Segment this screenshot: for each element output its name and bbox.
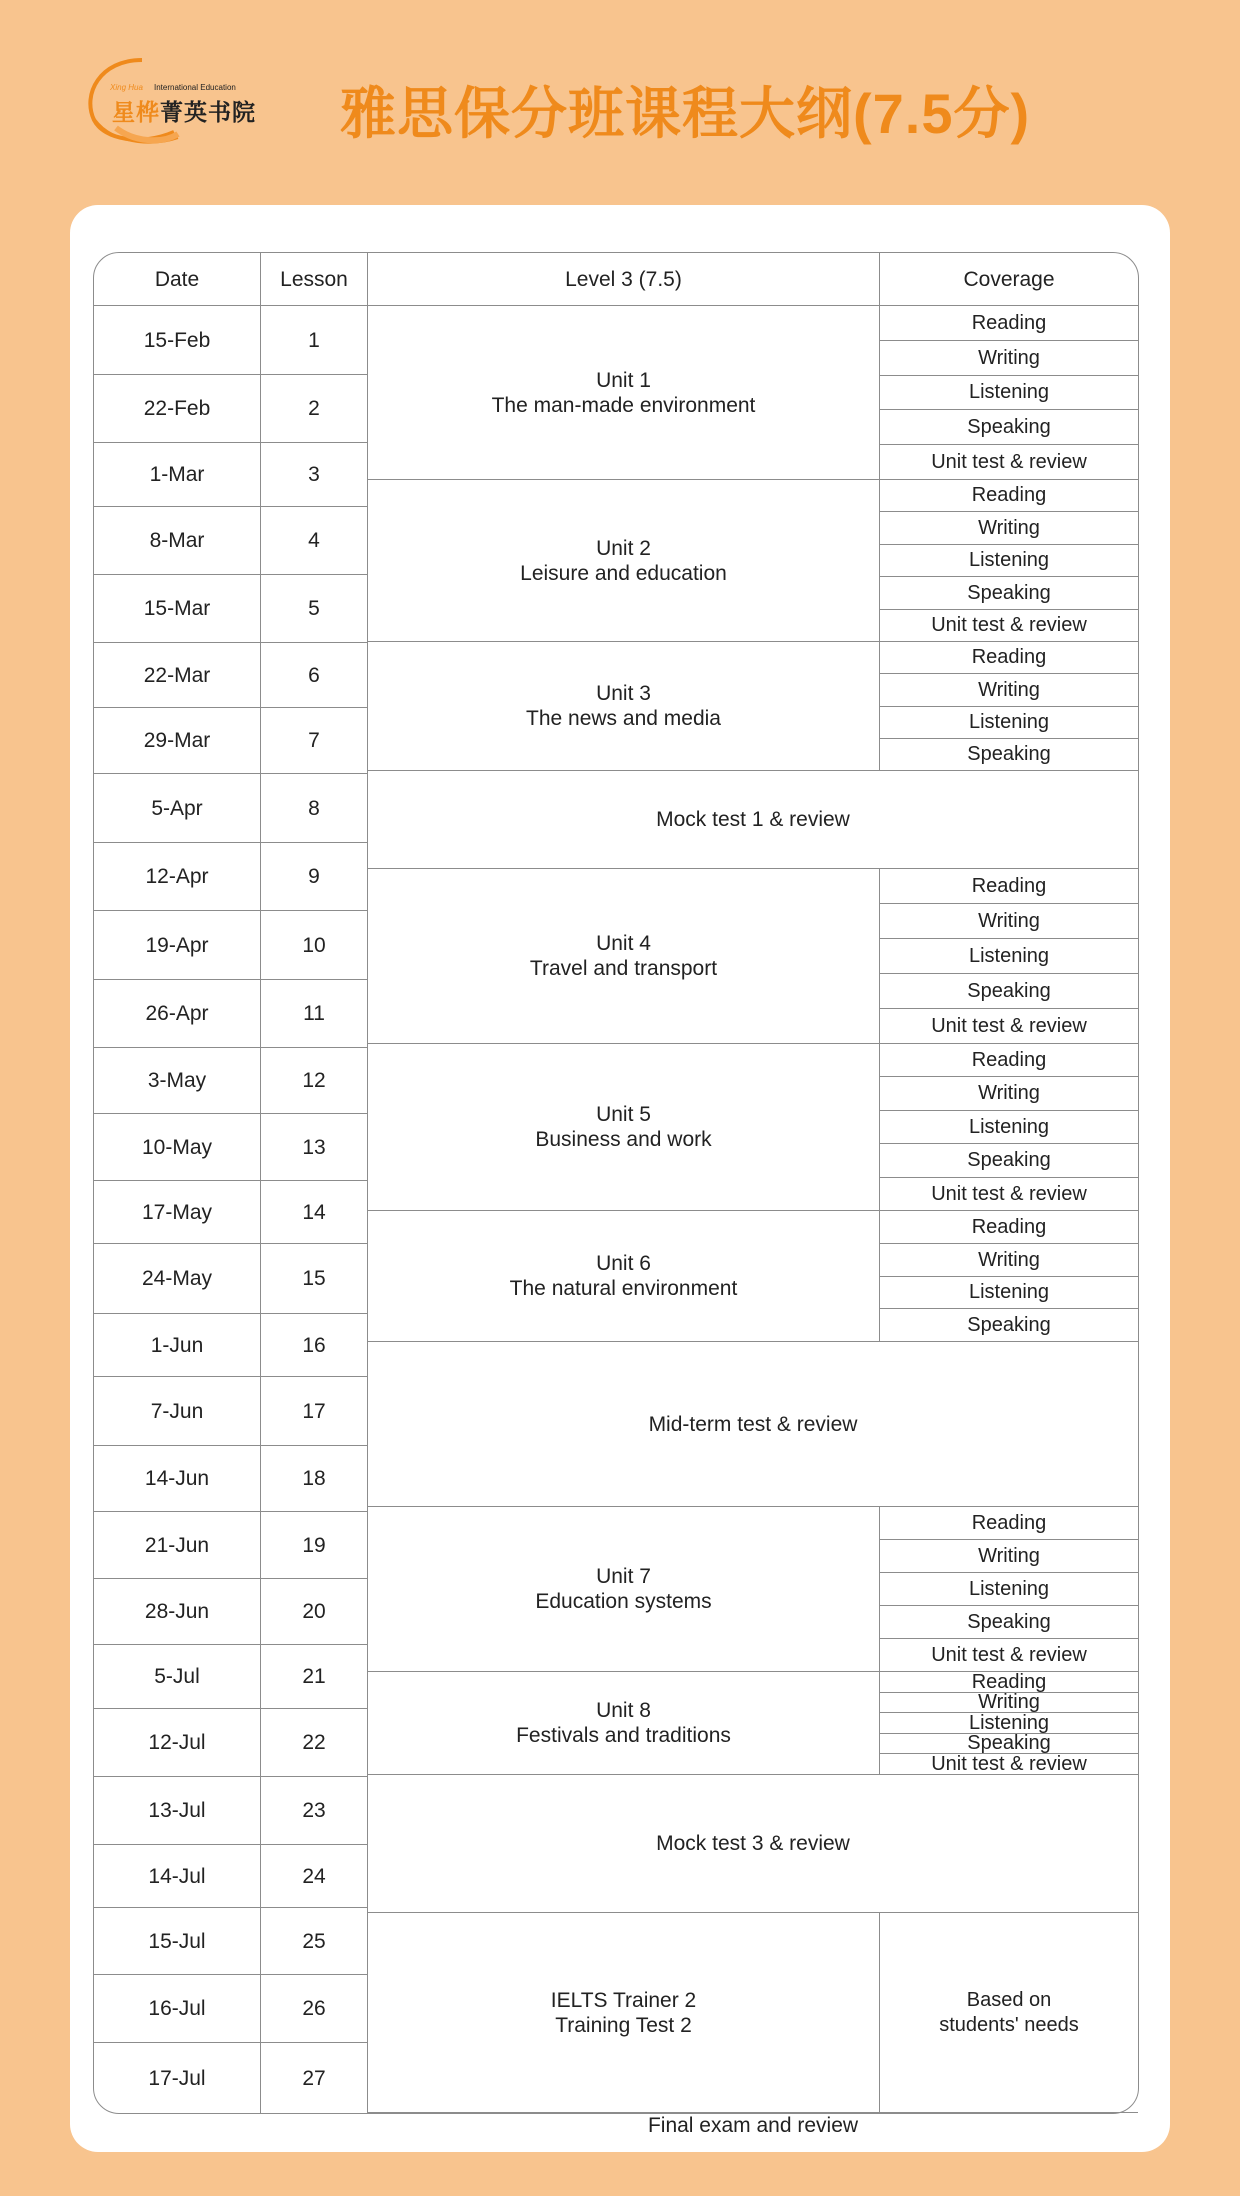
coverage-cell bbox=[880, 1178, 1138, 1211]
coverage-cell-text: Listening bbox=[968, 1281, 1050, 1303]
logo-subtitle: International Education bbox=[154, 83, 236, 92]
coverage-cell bbox=[880, 974, 1138, 1009]
lesson-cell bbox=[261, 911, 368, 980]
lesson-cell-text: 11 bbox=[303, 1002, 325, 1025]
lesson-cell bbox=[261, 1181, 368, 1244]
unit-block-text: Unit 1 The man-made environment bbox=[491, 368, 756, 417]
coverage-cell bbox=[880, 512, 1138, 545]
date-cell-text: 15-Jul bbox=[148, 1929, 206, 1953]
date-cell-text: 28-Jun bbox=[144, 1600, 210, 1623]
date-cell bbox=[94, 1181, 261, 1244]
date-cell-text: 14-Jul bbox=[148, 1864, 206, 1888]
lesson-cell-text: 25 bbox=[302, 1929, 326, 1953]
coverage-cell-text: Reading bbox=[971, 646, 1047, 668]
coverage-cell bbox=[880, 1754, 1138, 1775]
unit-block bbox=[368, 1211, 880, 1342]
lesson-cell bbox=[261, 375, 368, 443]
lesson-cell-text: 12 bbox=[302, 1069, 326, 1092]
lesson-cell bbox=[261, 306, 368, 375]
date-cell-text: 8-Mar bbox=[149, 529, 205, 552]
date-cell-text: 17-May bbox=[141, 1200, 213, 1224]
header-level bbox=[368, 253, 880, 306]
coverage-cell bbox=[880, 869, 1138, 904]
coverage-cell-text: Writing bbox=[978, 1544, 1040, 1567]
coverage-cell bbox=[880, 445, 1138, 480]
header-level-text: Level 3 (7.5) bbox=[565, 267, 682, 291]
lesson-cell-text: 5 bbox=[308, 597, 320, 620]
logo-wordmark bbox=[112, 94, 256, 127]
coverage-cell bbox=[880, 1077, 1138, 1111]
date-cell bbox=[94, 708, 261, 774]
coverage-cell bbox=[880, 1606, 1138, 1639]
date-cell-text: 12-Jul bbox=[148, 1731, 206, 1754]
date-cell-text: 26-Apr bbox=[145, 1002, 209, 1025]
coverage-cell bbox=[880, 674, 1138, 707]
coverage-cell bbox=[880, 480, 1138, 512]
coverage-cell-text: Writing bbox=[978, 678, 1040, 701]
date-cell bbox=[94, 1777, 261, 1845]
date-cell-text: 15-Feb bbox=[143, 328, 211, 352]
lesson-cell-text: 21 bbox=[302, 1665, 326, 1688]
coverage-cell-text: Writing bbox=[978, 516, 1040, 539]
lesson-cell-text: 26 bbox=[302, 1997, 326, 2020]
lesson-cell bbox=[261, 1777, 368, 1845]
lesson-cell-text: 20 bbox=[302, 1600, 326, 1623]
span-block bbox=[368, 2113, 1138, 2138]
date-cell bbox=[94, 843, 261, 911]
lesson-cell bbox=[261, 1845, 368, 1908]
coverage-cell bbox=[880, 376, 1138, 410]
unit-block-text: Unit 2 Leisure and education bbox=[520, 536, 727, 585]
coverage-cell-text: Reading bbox=[971, 874, 1047, 897]
coverage-cell-text: Reading bbox=[971, 1670, 1047, 1693]
date-cell bbox=[94, 1114, 261, 1181]
logo-subtitle-accent: Xing Hua bbox=[110, 83, 143, 92]
date-cell bbox=[94, 443, 261, 507]
span-block-text: Mock test 1 & review bbox=[656, 808, 850, 831]
date-cell bbox=[94, 306, 261, 375]
lesson-cell-text: 23 bbox=[302, 1799, 326, 1822]
date-cell-text: 12-Apr bbox=[145, 865, 209, 888]
logo-wordmark-main: 菁英书院 bbox=[160, 99, 256, 125]
coverage-cell-text: Speaking bbox=[967, 743, 1051, 765]
lesson-cell bbox=[261, 1645, 368, 1709]
coverage-cell bbox=[880, 1211, 1138, 1244]
lesson-cell-text: 10 bbox=[302, 933, 326, 957]
lesson-cell-text: 13 bbox=[302, 1135, 326, 1159]
coverage-cell bbox=[880, 306, 1138, 341]
lesson-cell bbox=[261, 1579, 368, 1645]
unit-block bbox=[368, 642, 880, 771]
date-cell bbox=[94, 375, 261, 443]
coverage-cell-text: Reading bbox=[971, 1511, 1047, 1534]
date-cell-text: 19-Apr bbox=[145, 933, 209, 957]
coverage-cell-text: Writing bbox=[978, 909, 1040, 932]
date-cell-text: 7-Jun bbox=[150, 1399, 204, 1423]
unit-block bbox=[368, 869, 880, 1044]
unit-block-text: IELTS Trainer 2 Training Test 2 bbox=[550, 1988, 697, 2037]
coverage-cell-text: Reading bbox=[971, 311, 1047, 334]
coverage-cell-text: Reading bbox=[971, 484, 1047, 506]
unit-block-text: Unit 4 Travel and transport bbox=[529, 932, 718, 980]
lesson-cell-text: 15 bbox=[302, 1267, 326, 1290]
coverage-cell bbox=[880, 1309, 1138, 1342]
coverage-cell-text: Reading bbox=[971, 1215, 1047, 1238]
lesson-cell bbox=[261, 2043, 368, 2113]
coverage-cell-text: Speaking bbox=[967, 1313, 1051, 1336]
date-cell bbox=[94, 1446, 261, 1512]
date-cell bbox=[94, 1579, 261, 1645]
span-block bbox=[368, 1342, 1138, 1507]
lesson-cell-text: 3 bbox=[308, 463, 320, 486]
lesson-cell bbox=[261, 1512, 368, 1579]
coverage-cell-text: Writing bbox=[978, 346, 1040, 369]
coverage-cell-text: Unit test & review bbox=[931, 1182, 1087, 1205]
date-cell-text: 22-Mar bbox=[143, 663, 211, 687]
coverage-cell bbox=[880, 577, 1138, 610]
lesson-cell bbox=[261, 443, 368, 507]
date-cell bbox=[94, 980, 261, 1048]
lesson-cell-text: 8 bbox=[308, 796, 320, 820]
date-cell-text: 10-May bbox=[141, 1135, 213, 1159]
lesson-cell bbox=[261, 507, 368, 575]
lesson-cell bbox=[261, 575, 368, 643]
coverage-cell bbox=[880, 904, 1138, 939]
lesson-cell-text: 19 bbox=[302, 1533, 326, 1557]
coverage-cell-text: Speaking bbox=[967, 581, 1051, 604]
lesson-cell bbox=[261, 980, 368, 1048]
date-cell-text: 15-Mar bbox=[143, 597, 211, 620]
coverage-cell-text: Listening bbox=[968, 549, 1050, 571]
date-cell bbox=[94, 1244, 261, 1314]
coverage-cell bbox=[880, 1111, 1138, 1144]
date-cell-text: 3-May bbox=[147, 1069, 207, 1092]
date-cell bbox=[94, 507, 261, 575]
date-cell-text: 22-Feb bbox=[143, 397, 211, 420]
date-cell bbox=[94, 1709, 261, 1777]
date-cell bbox=[94, 643, 261, 708]
coverage-cell-text: Unit test & review bbox=[931, 450, 1087, 473]
coverage-cell bbox=[880, 1244, 1138, 1277]
header-coverage-text: Coverage bbox=[963, 267, 1055, 291]
coverage-cell-text: Writing bbox=[978, 1691, 1040, 1713]
lesson-cell bbox=[261, 1377, 368, 1446]
lesson-cell bbox=[261, 1244, 368, 1314]
header-lesson bbox=[261, 253, 368, 306]
date-cell-text: 16-Jul bbox=[148, 1997, 206, 2020]
date-cell bbox=[94, 1908, 261, 1975]
coverage-cell-text: Listening bbox=[968, 944, 1050, 967]
coverage-cell-text: Speaking bbox=[967, 1149, 1051, 1171]
page-title: 雅思保分班课程大纲(7.5分) bbox=[340, 82, 1031, 145]
coverage-cell bbox=[880, 341, 1138, 376]
coverage-cell-text: Unit test & review bbox=[931, 1752, 1087, 1775]
lesson-cell bbox=[261, 1048, 368, 1114]
span-block bbox=[368, 1775, 1138, 1913]
date-cell bbox=[94, 1314, 261, 1377]
coverage-cell bbox=[880, 545, 1138, 577]
date-cell-text: 21-Jun bbox=[144, 1533, 210, 1557]
unit-block bbox=[368, 480, 880, 642]
unit-block-text: Unit 5 Business and work bbox=[535, 1103, 712, 1151]
coverage-cell bbox=[880, 1639, 1138, 1672]
header-lesson-text: Lesson bbox=[280, 267, 348, 291]
date-cell-text: 17-Jul bbox=[148, 2066, 206, 2090]
lesson-cell-text: 2 bbox=[308, 397, 320, 420]
lesson-cell-text: 6 bbox=[308, 663, 320, 687]
coverage-cell-text: Speaking bbox=[967, 1732, 1051, 1754]
lesson-cell-text: 17 bbox=[302, 1399, 326, 1423]
unit-block bbox=[368, 1672, 880, 1775]
logo-wordmark-accent: 星桦 bbox=[112, 99, 160, 125]
coverage-cell-text: Unit test & review bbox=[931, 1643, 1087, 1666]
date-cell-text: 29-Mar bbox=[143, 729, 211, 752]
coverage-cell-text: Listening bbox=[968, 711, 1050, 733]
unit-block bbox=[368, 1913, 880, 2113]
lesson-cell bbox=[261, 1709, 368, 1777]
header-date-text: Date bbox=[154, 267, 200, 291]
coverage-cell-text: Reading bbox=[971, 1048, 1047, 1071]
coverage-cell bbox=[880, 707, 1138, 739]
lesson-cell bbox=[261, 1446, 368, 1512]
lesson-cell bbox=[261, 774, 368, 843]
date-cell-text: 1-Jun bbox=[150, 1333, 204, 1357]
span-block bbox=[368, 771, 1138, 869]
lesson-cell-text: 4 bbox=[308, 529, 320, 552]
coverage-cell bbox=[880, 1573, 1138, 1606]
date-cell-text: 24-May bbox=[141, 1267, 213, 1290]
lesson-cell-text: 18 bbox=[302, 1467, 326, 1490]
span-block-text: Mid-term test & review bbox=[648, 1412, 858, 1436]
coverage-cell bbox=[880, 1009, 1138, 1044]
lesson-cell bbox=[261, 1114, 368, 1181]
unit-block-text: Unit 8 Festivals and traditions bbox=[516, 1699, 731, 1747]
lesson-cell-text: 14 bbox=[302, 1200, 326, 1224]
coverage-cell-text: Speaking bbox=[967, 1610, 1051, 1633]
coverage-cell bbox=[880, 1044, 1138, 1077]
date-cell bbox=[94, 575, 261, 643]
lesson-cell bbox=[261, 1975, 368, 2043]
unit-block bbox=[368, 1507, 880, 1672]
coverage-cell bbox=[880, 1277, 1138, 1309]
coverage-cell-text: Listening bbox=[968, 1577, 1050, 1600]
coverage-cell-text: Based on students' needs bbox=[939, 1988, 1079, 2036]
date-cell bbox=[94, 911, 261, 980]
coverage-cell bbox=[880, 610, 1138, 642]
span-block-text: Mock test 3 & review bbox=[656, 1832, 850, 1855]
header-date bbox=[94, 253, 261, 306]
date-cell bbox=[94, 1645, 261, 1709]
brand-logo bbox=[82, 54, 282, 154]
lesson-cell bbox=[261, 1908, 368, 1975]
unit-block bbox=[368, 306, 880, 480]
lesson-cell-text: 9 bbox=[308, 865, 320, 888]
coverage-cell-text: Listening bbox=[968, 1711, 1050, 1734]
lesson-cell-text: 16 bbox=[302, 1333, 326, 1357]
date-cell bbox=[94, 1975, 261, 2043]
date-cell-text: 5-Apr bbox=[151, 796, 203, 820]
lesson-cell bbox=[261, 708, 368, 774]
coverage-cell bbox=[880, 410, 1138, 445]
lesson-cell-text: 27 bbox=[302, 2066, 326, 2090]
lesson-cell-text: 7 bbox=[308, 729, 320, 752]
span-block-text: Final exam and review bbox=[647, 2114, 859, 2137]
date-cell-text: 13-Jul bbox=[148, 1799, 206, 1822]
coverage-cell bbox=[880, 1540, 1138, 1573]
lesson-cell-text: 24 bbox=[302, 1864, 326, 1888]
date-cell bbox=[94, 1377, 261, 1446]
lesson-cell-text: 1 bbox=[308, 328, 320, 352]
coverage-cell bbox=[880, 1144, 1138, 1178]
coverage-cell-text: Speaking bbox=[967, 979, 1051, 1002]
date-cell bbox=[94, 1512, 261, 1579]
coverage-cell bbox=[880, 642, 1138, 674]
coverage-cell-text: Listening bbox=[968, 381, 1050, 403]
date-cell bbox=[94, 1048, 261, 1114]
header-coverage bbox=[880, 253, 1138, 306]
coverage-cell-text: Writing bbox=[978, 1082, 1040, 1104]
coverage-cell-text: Unit test & review bbox=[931, 614, 1087, 636]
coverage-cell-text: Writing bbox=[978, 1248, 1040, 1271]
coverage-cell bbox=[880, 939, 1138, 974]
coverage-cell-text: Unit test & review bbox=[931, 1014, 1087, 1037]
date-cell bbox=[94, 2043, 261, 2113]
coverage-cell bbox=[880, 739, 1138, 771]
unit-block-text: Unit 3 The news and media bbox=[526, 682, 721, 730]
unit-block-text: Unit 6 The natural environment bbox=[509, 1252, 738, 1300]
date-cell bbox=[94, 774, 261, 843]
coverage-cell-text: Speaking bbox=[967, 415, 1051, 438]
unit-block-text: Unit 7 Education systems bbox=[535, 1565, 712, 1613]
coverage-cell-text: Listening bbox=[968, 1115, 1050, 1138]
coverage-cell bbox=[880, 1913, 1138, 2113]
date-cell-text: 1-Mar bbox=[149, 463, 205, 486]
lesson-cell bbox=[261, 843, 368, 911]
coverage-cell bbox=[880, 1507, 1138, 1540]
lesson-cell bbox=[261, 1314, 368, 1377]
lesson-cell bbox=[261, 643, 368, 708]
date-cell-text: 14-Jun bbox=[144, 1467, 210, 1490]
date-cell-text: 5-Jul bbox=[154, 1665, 200, 1688]
syllabus-table bbox=[93, 252, 1139, 2137]
lesson-cell-text: 22 bbox=[302, 1731, 326, 1754]
unit-block bbox=[368, 1044, 880, 1211]
date-cell bbox=[94, 1845, 261, 1908]
